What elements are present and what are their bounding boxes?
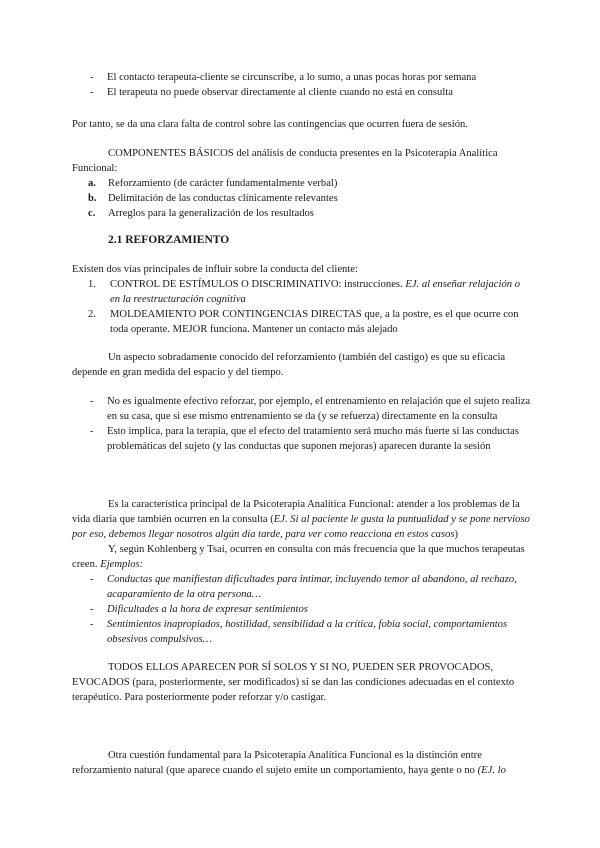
list-item: - No es igualmente efectivo reforzar, por ejemplo, el entrenamiento en relajación que el sujeto realiza en su casa, que si ese mismo entrenamiento se da (y se refuerza) directamente en la consulta xyxy=(72,394,532,424)
list-item: b. Delimitación de las conductas clínicamente relevantes xyxy=(88,193,338,204)
section-heading: 2.1 REFORZAMIENTO xyxy=(108,234,230,246)
list-item: c. Arreglos para la generalización de los resultados xyxy=(88,208,314,219)
list-item: a. Reforzamiento (de carácter fundamentalmente verbal) xyxy=(88,178,338,189)
components-intro: COMPONENTES BÁSICOS del análisis de conducta presentes en la Psicoterapia Analítica Funcional: xyxy=(72,148,498,174)
list-item: - Esto implica, para la terapia, que el efecto del tratamiento será mucho más fuerte si las conductas problemáticas del sujeto (y las conductas que suponen mejoras) aparecen durante la sesión xyxy=(72,424,532,454)
last-paragraph: Otra cuestión fundamental para la Psicoterapia Analítica Funcional es la distinción entre reforzamiento natural (que aparece cuando el sujeto emite un comportamiento, haya gente o no (EJ. lo xyxy=(72,750,506,776)
ways-block xyxy=(72,262,532,337)
fap-paragraph: Es la característica principal de la Psicoterapia Analítica Funcional: atender a los problemas de la vida diaria que también ocurren en la consulta (EJ. Si al paciente le gusta la puntualidad y se pone nervioso por eso, debemos llegar nosotros algún día tarde, para ver como reacciona en estos casos) xyxy=(72,499,530,540)
components-block xyxy=(72,146,532,221)
list-item: - Sentimientos inapropiados, hostilidad, sensibilidad a la crítica, fobia social, comportamientos obsesivos compulsivos… xyxy=(72,617,532,647)
kohlenberg-paragraph: Y, según Kohlenberg y Tsai, ocurren en consulta con más frecuencia que la que muchos terapeutas creen. Ejemplos: xyxy=(72,544,525,570)
list-item: - Conductas que manifiestan dificultades para intimar, incluyendo temor al abandono, al rechazo, acaparamiento de la otra persona… xyxy=(72,572,532,602)
list-item: - Dificultades a la hora de expresar sentimientos xyxy=(72,602,532,617)
caps-paragraph: TODOS ELLOS APARECEN POR SÍ SOLOS Y SI NO, PUEDEN SER PROVOCADOS, EVOCADOS (para, posteriormente, ser modificados) si se dan las condiciones adecuadas en el contexto terapéutico. Para posteriormente poder reforzar y/o castigar. xyxy=(72,662,515,703)
ways-intro: Existen dos vías principales de influir sobre la conducta del cliente: xyxy=(72,264,358,275)
list-item: 2. MOLDEAMIENTO POR CONTINGENCIAS DIRECTAS que, a la postre, es el que ocurre con toda operante. MEJOR funciona. Mantener un contacto más alejado xyxy=(88,309,519,335)
top-bullet-list xyxy=(72,70,532,100)
examples-list xyxy=(72,572,532,647)
control-paragraph: Por tanto, se da una clara falta de control sobre las contingencias que ocurren fuera de sesión. xyxy=(72,119,468,130)
mid-bullet-list xyxy=(72,394,532,454)
list-item: - El terapeuta no puede observar directamente al cliente cuando no está en consulta xyxy=(72,85,532,100)
space-paragraph: Un aspecto sobradamente conocido del reforzamiento (también del castigo) es que su eficacia depende en gran medida del espacio y del tiempo. xyxy=(72,352,506,378)
list-item: 1. CONTROL DE ESTÍMULOS O DISCRIMINATIVO: instrucciones. EJ. al enseñar relajación o en la reestructuración cognitiva xyxy=(88,279,520,305)
list-item: - El contacto terapeuta-cliente se circunscribe, a lo sumo, a unas pocas horas por semana xyxy=(72,70,532,85)
